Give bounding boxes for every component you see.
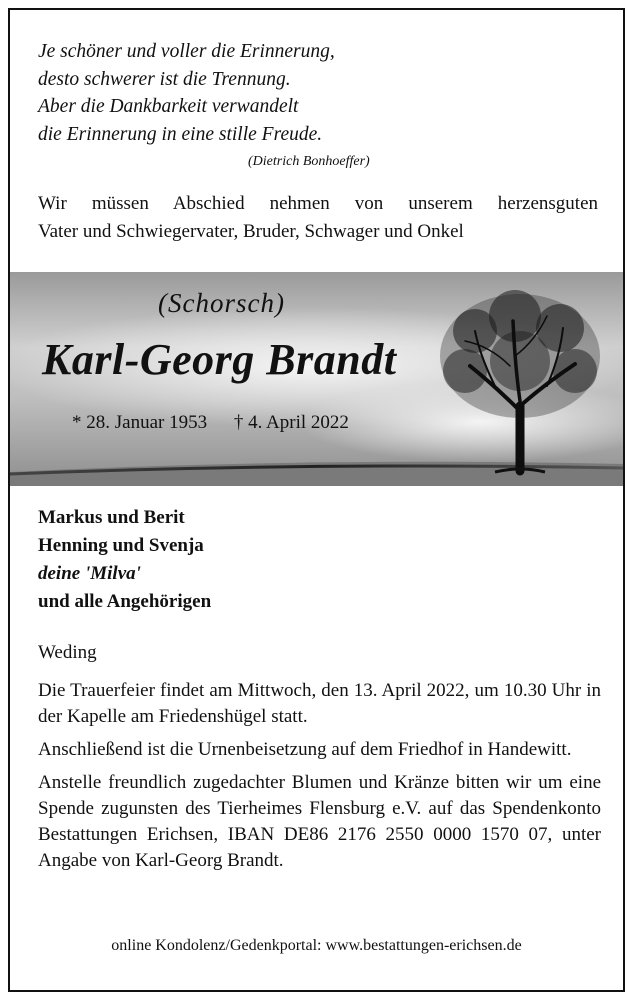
mourner-entry: Henning und Svenja: [38, 535, 204, 556]
deceased-name: Karl-Georg Brandt: [42, 335, 397, 384]
intro-text: [38, 190, 598, 246]
quote-author: (Dietrich Bonhoeffer): [248, 154, 370, 169]
death-date: † 4. April 2022: [233, 412, 349, 433]
quote-line: Je schöner und voller die Erinnerung,: [38, 41, 335, 62]
mourner-entry: Markus und Berit: [38, 507, 185, 528]
poem-quote: [38, 38, 335, 148]
place: Weding: [38, 642, 97, 663]
mourner-entry: und alle Angehörigen: [38, 591, 212, 612]
name-banner: [10, 272, 623, 486]
tree-icon: [435, 286, 605, 476]
funeral-details: [38, 678, 601, 881]
life-dates: [72, 412, 349, 434]
obituary-notice: [8, 8, 625, 992]
mourners-list: [38, 504, 211, 616]
ceremony-paragraph: Die Trauerfeier findet am Mittwoch, den 13. April 2022, um 10.30 Uhr in der Kapelle am Friedenshügel statt.: [38, 680, 601, 727]
intro-line: Wir müssen Abschied nehmen von unserem herzensguten: [38, 193, 598, 214]
condolence-portal-link: online Kondolenz/Gedenkportal: www.bestattungen-erichsen.de: [111, 937, 522, 954]
mourner-entry: deine 'Milva': [38, 563, 141, 584]
donation-paragraph: Anstelle freundlich zugedachter Blumen und Kränze bitten wir um eine Spende zugunsten des Tierheimes Flensburg e.V. auf das Spendenkonto Bestattungen Erichsen, IBAN DE86 2176 2550 0000 1570 07, unter Angabe von Karl-Georg Brandt.: [38, 772, 601, 871]
quote-line: Aber die Dankbarkeit verwandelt: [38, 96, 299, 117]
birth-date: * 28. Januar 1953: [72, 412, 208, 433]
nickname: (Schorsch): [158, 288, 285, 318]
intro-line: Vater und Schwiegervater, Bruder, Schwager und Onkel: [38, 221, 464, 242]
burial-paragraph: Anschließend ist die Urnenbeisetzung auf dem Friedhof in Handewitt.: [38, 739, 572, 760]
quote-line: desto schwerer ist die Trennung.: [38, 68, 291, 90]
quote-line: die Erinnerung in eine stille Freude.: [38, 123, 323, 145]
